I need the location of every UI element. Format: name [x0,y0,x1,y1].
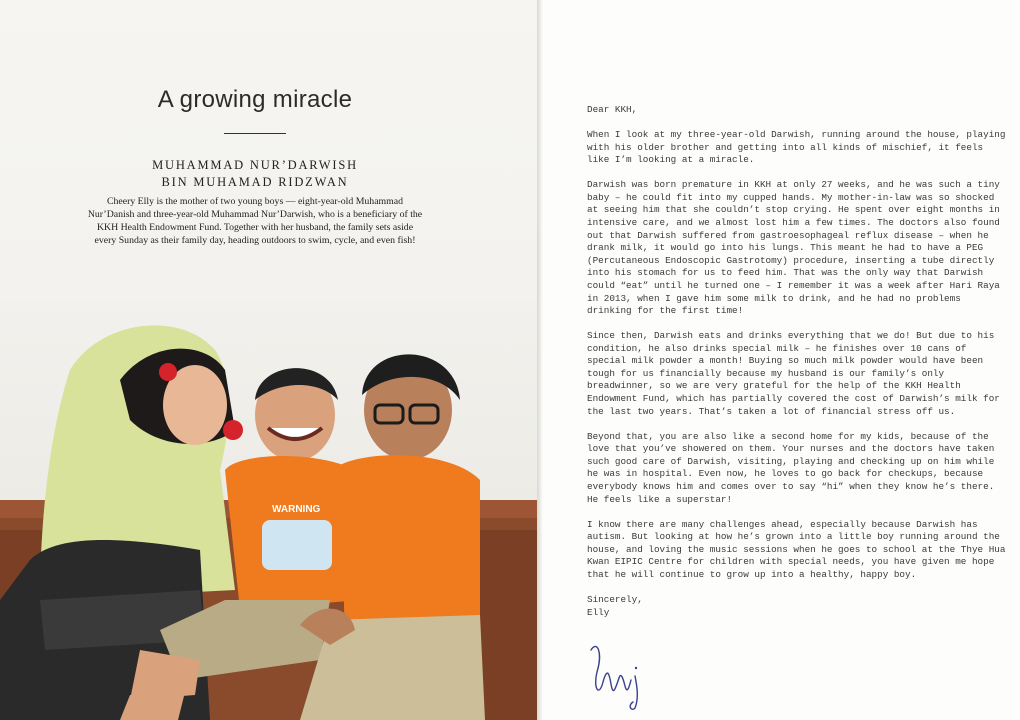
letter-paragraph: Since then, Darwish eats and drinks everything that we do! But due to his condition, he also drinks special milk – he finishes over 10 cans of special milk powder a month! Buying so much milk powder would have been tough for us financially because my husband is our family’s only breadwinner, so we are very grateful for the help of the KKH Health Endowment Fund, which has partially covered the cost of Darwish’s milk for the last two years. That’s taken a lot of financial stress off us. [587,330,1000,417]
letter-closing: Sincerely, [587,593,643,605]
right-page [543,0,1020,720]
letter-paragraph: Beyond that, you are also like a second home for my kids, because of the love that you’ve showered on them. Your nurses and the doctors have taken such good care of Darwish, visiting, playing and checking up on him while he was in hospital. Even now, he loves to go back for checkups, because everybody knows him and comes over to say “hi” when they know he’s there. He feels like a superstar! [587,430,995,505]
letter-salutation: Dear KKH, [587,104,638,115]
handwritten-signature [583,632,653,712]
beneficiary-name-line-1: MUHAMMAD NUR’DARWISH [152,158,358,172]
letter-paragraph: When I look at my three-year-old Darwish, running around the house, playing with his older brother and getting into all kinds of mischief, it feels like I’m looking at a miracle. [587,128,1006,166]
shirt-print-text: WARNING [272,504,321,515]
flower-in-hand [223,420,243,440]
letter-sender: Elly [587,606,610,618]
letter-paragraph: Darwish was born premature in KKH at only 27 weeks, and he was such a tiny baby – he could fit into my cupped hands. My mother-in-law was so shocked at seeing him that she couldn’t stop crying. He spent over eight months in intensive care, and we almost lost him a few times. The doctors also found out that Darwish suffered from gastroesophageal reflux disease – when he drank milk, it would go into his lungs. This meant he had to have a PEG (Percutaneous Endoscopic Gastrotomy) procedure, inserting a tube directly into his stomach for us to feed him. That was the only way that Darwish could “eat” until he turned one – I remember it was a week after Hari Raya in 2013, when I gave him some milk to drink, and he had no problems drinking for the first time! [587,179,1000,317]
beneficiary-name-line-2: BIN MUHAMAD RIDZWAN [161,175,349,189]
family-photo [0,300,537,720]
page-title: A growing miracle [157,86,353,113]
title-divider [224,133,286,134]
hijab-flower [159,363,177,381]
intro-paragraph: Cheery Elly is the mother of two young boys — eight-year-old Muhammad Nur’Danish and three-year-old Muhammad Nur’Darwish, who is a beneficiary of the KKH Health Endowment Fund. Together with her husband, the family sets aside every Sunday as their family day, heading outdoors to swim, cycle, and even fish! [87,196,423,247]
shirt-print [262,520,332,570]
letter-paragraph: I know there are many challenges ahead, especially because Darwish has autism. But looking at how he’s grown into a little boy running around the house, and loving the music sessions when he goes to school at the Thye Hua Kwan EIPIC Centre for children with special needs, you have given me hope that he will continue to grow up into a healthy, happy boy. [587,518,1006,580]
letter-body [587,104,1007,619]
